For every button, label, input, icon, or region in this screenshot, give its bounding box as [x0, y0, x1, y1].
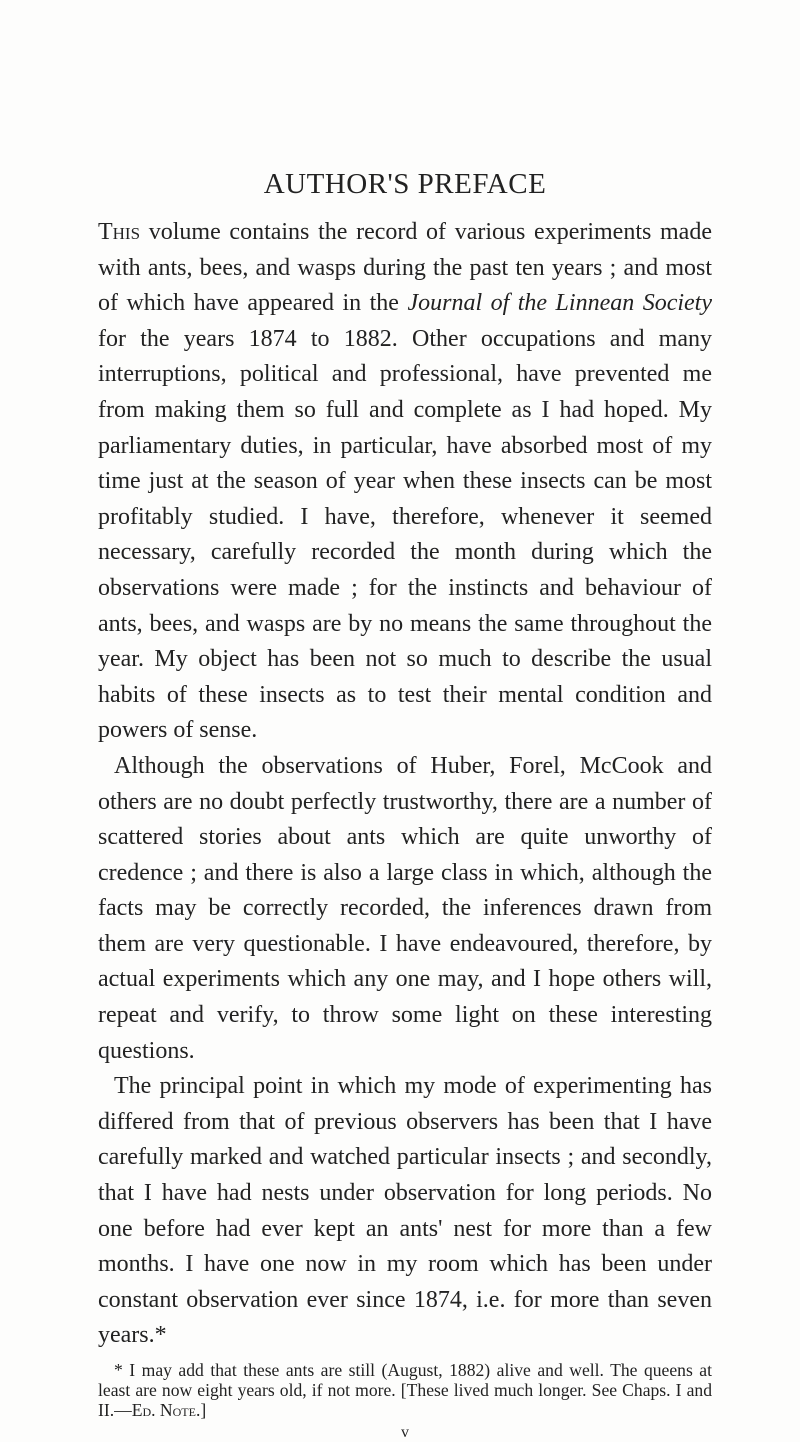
paragraph-1-text-b: for the years 1874 to 1882. Other occupations and many interruptions, political and professional, have prevented me from making them so full and complete as I had hoped. My parliamentary duties, in particular, have absorbed most of my time just at the season of year when these insects can be most profitably studied. I have, therefore, whenever it seemed necessary, carefully recorded the month during which the observations were made ; for the instincts and behaviour of ants, bees, and wasps are by no means the same throughout the year. My object has been not so much to describe the usual habits of these insects as to test their mental condition and powers of sense.: [98, 325, 712, 744]
paragraph-1-text-a: volume contains the record of various experiments made with ants, bees, and wasps during the past ten years ; and most of which have appeared in the: [98, 219, 712, 317]
page-title: AUTHOR'S PREFACE: [263, 168, 547, 200]
footnote-ed-note: Ed. Note: [131, 1400, 196, 1420]
paragraph-1: [98, 215, 712, 749]
preface-body: [98, 215, 712, 1354]
lead-word: This: [98, 219, 141, 245]
footnote-close: .]: [195, 1400, 207, 1420]
paragraph-3: The principal point in which my mode of experimenting has differed from that of previous observers has been that I have carefully marked and watched particular insects ; and secondly, that I have had nests under observation for long periods. No one before had ever kept an ants' nest for more than a few months. I have one now in my room which has been under constant observation ever since 1874, i.e. for more than seven years.*: [98, 1073, 712, 1349]
footnote-text: * I may add that these ants are still (August, 1882) alive and well. The queens at least are now eight years old, if not more. [These lived much longer. See Chaps. I and II.—: [98, 1360, 712, 1420]
paragraph-2: Although the observations of Huber, Forel, McCook and others are no doubt perfectly trustworthy, there are a number of scattered stories about ants which are quite unworthy of credence ; and there is also a large class in which, although the facts may be correctly recorded, the inferences drawn from them are very questionable. I have endeavoured, therefore, by actual experiments which any one may, and I hope others will, repeat and verify, to throw some light on these interesting questions.: [98, 752, 712, 1064]
page-number: v: [401, 1424, 409, 1441]
footnote: [98, 1360, 712, 1420]
preface-page: [98, 168, 712, 1442]
journal-title: Journal of the Linnean Society: [407, 290, 712, 317]
